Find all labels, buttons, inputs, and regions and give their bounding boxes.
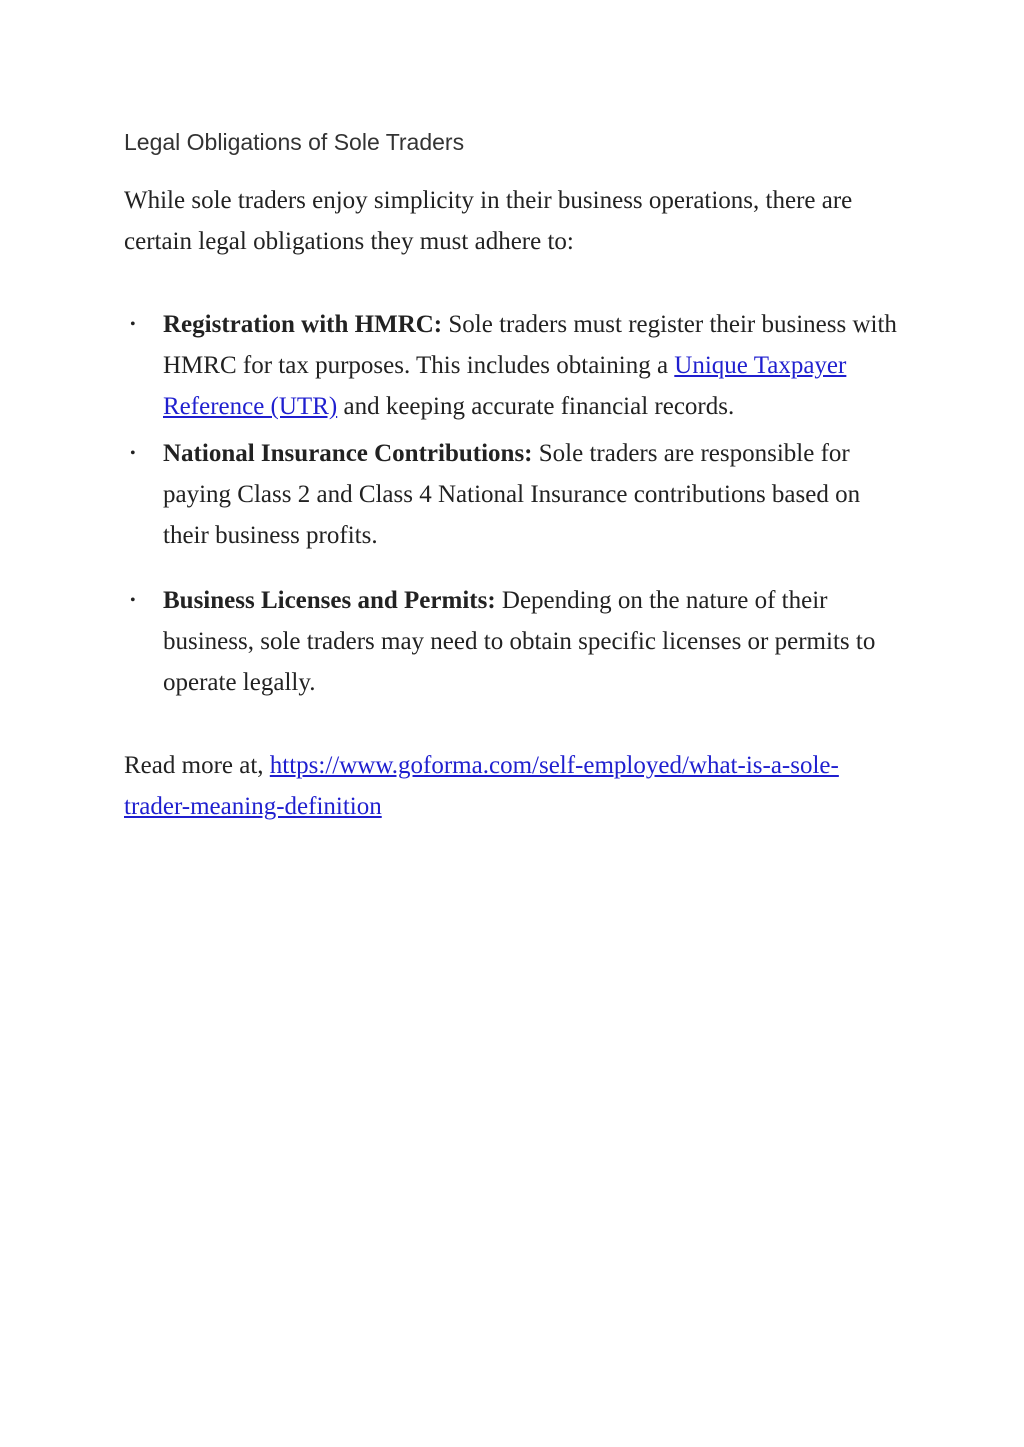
bullet-icon: •	[130, 445, 136, 462]
bullet-text: Depending on the nature of their business, sole traders may need to obtain specific licenses or permits to operate legally.	[163, 587, 876, 696]
list-item-national-insurance	[124, 433, 904, 556]
bullet-text: Sole traders are responsible for paying Class 2 and Class 4 National Insurance contributions based on their business profits.	[163, 440, 861, 549]
utr-link[interactable]: Unique Taxpayer Reference (UTR)	[163, 352, 847, 420]
read-more-paragraph	[124, 745, 904, 827]
bullet-heading: National Insurance Contributions:	[163, 440, 533, 467]
bullet-icon: •	[130, 592, 136, 609]
bullet-text-after-link: and keeping accurate financial records.	[337, 393, 735, 420]
document-page	[124, 124, 904, 827]
list-item-licenses-permits	[124, 580, 904, 703]
bullet-heading: Business Licenses and Permits:	[163, 587, 496, 614]
bullet-icon: •	[130, 316, 136, 333]
read-more-link[interactable]: https://www.goforma.com/self-employed/what-is-a-sole-trader-meaning-definition	[124, 752, 839, 820]
list-item-hmrc-registration	[124, 304, 904, 427]
document-title: Legal Obligations of Sole Traders	[124, 129, 465, 155]
bullet-text: Sole traders must register their business with HMRC for tax purposes. This includes obtaining a	[163, 311, 897, 379]
obligations-list	[124, 304, 904, 703]
bullet-heading: Registration with HMRC:	[163, 311, 443, 338]
intro-paragraph: While sole traders enjoy simplicity in their business operations, there are certain legal obligations they must adhere to:	[124, 187, 853, 255]
read-more-prefix: Read more at,	[124, 752, 270, 779]
